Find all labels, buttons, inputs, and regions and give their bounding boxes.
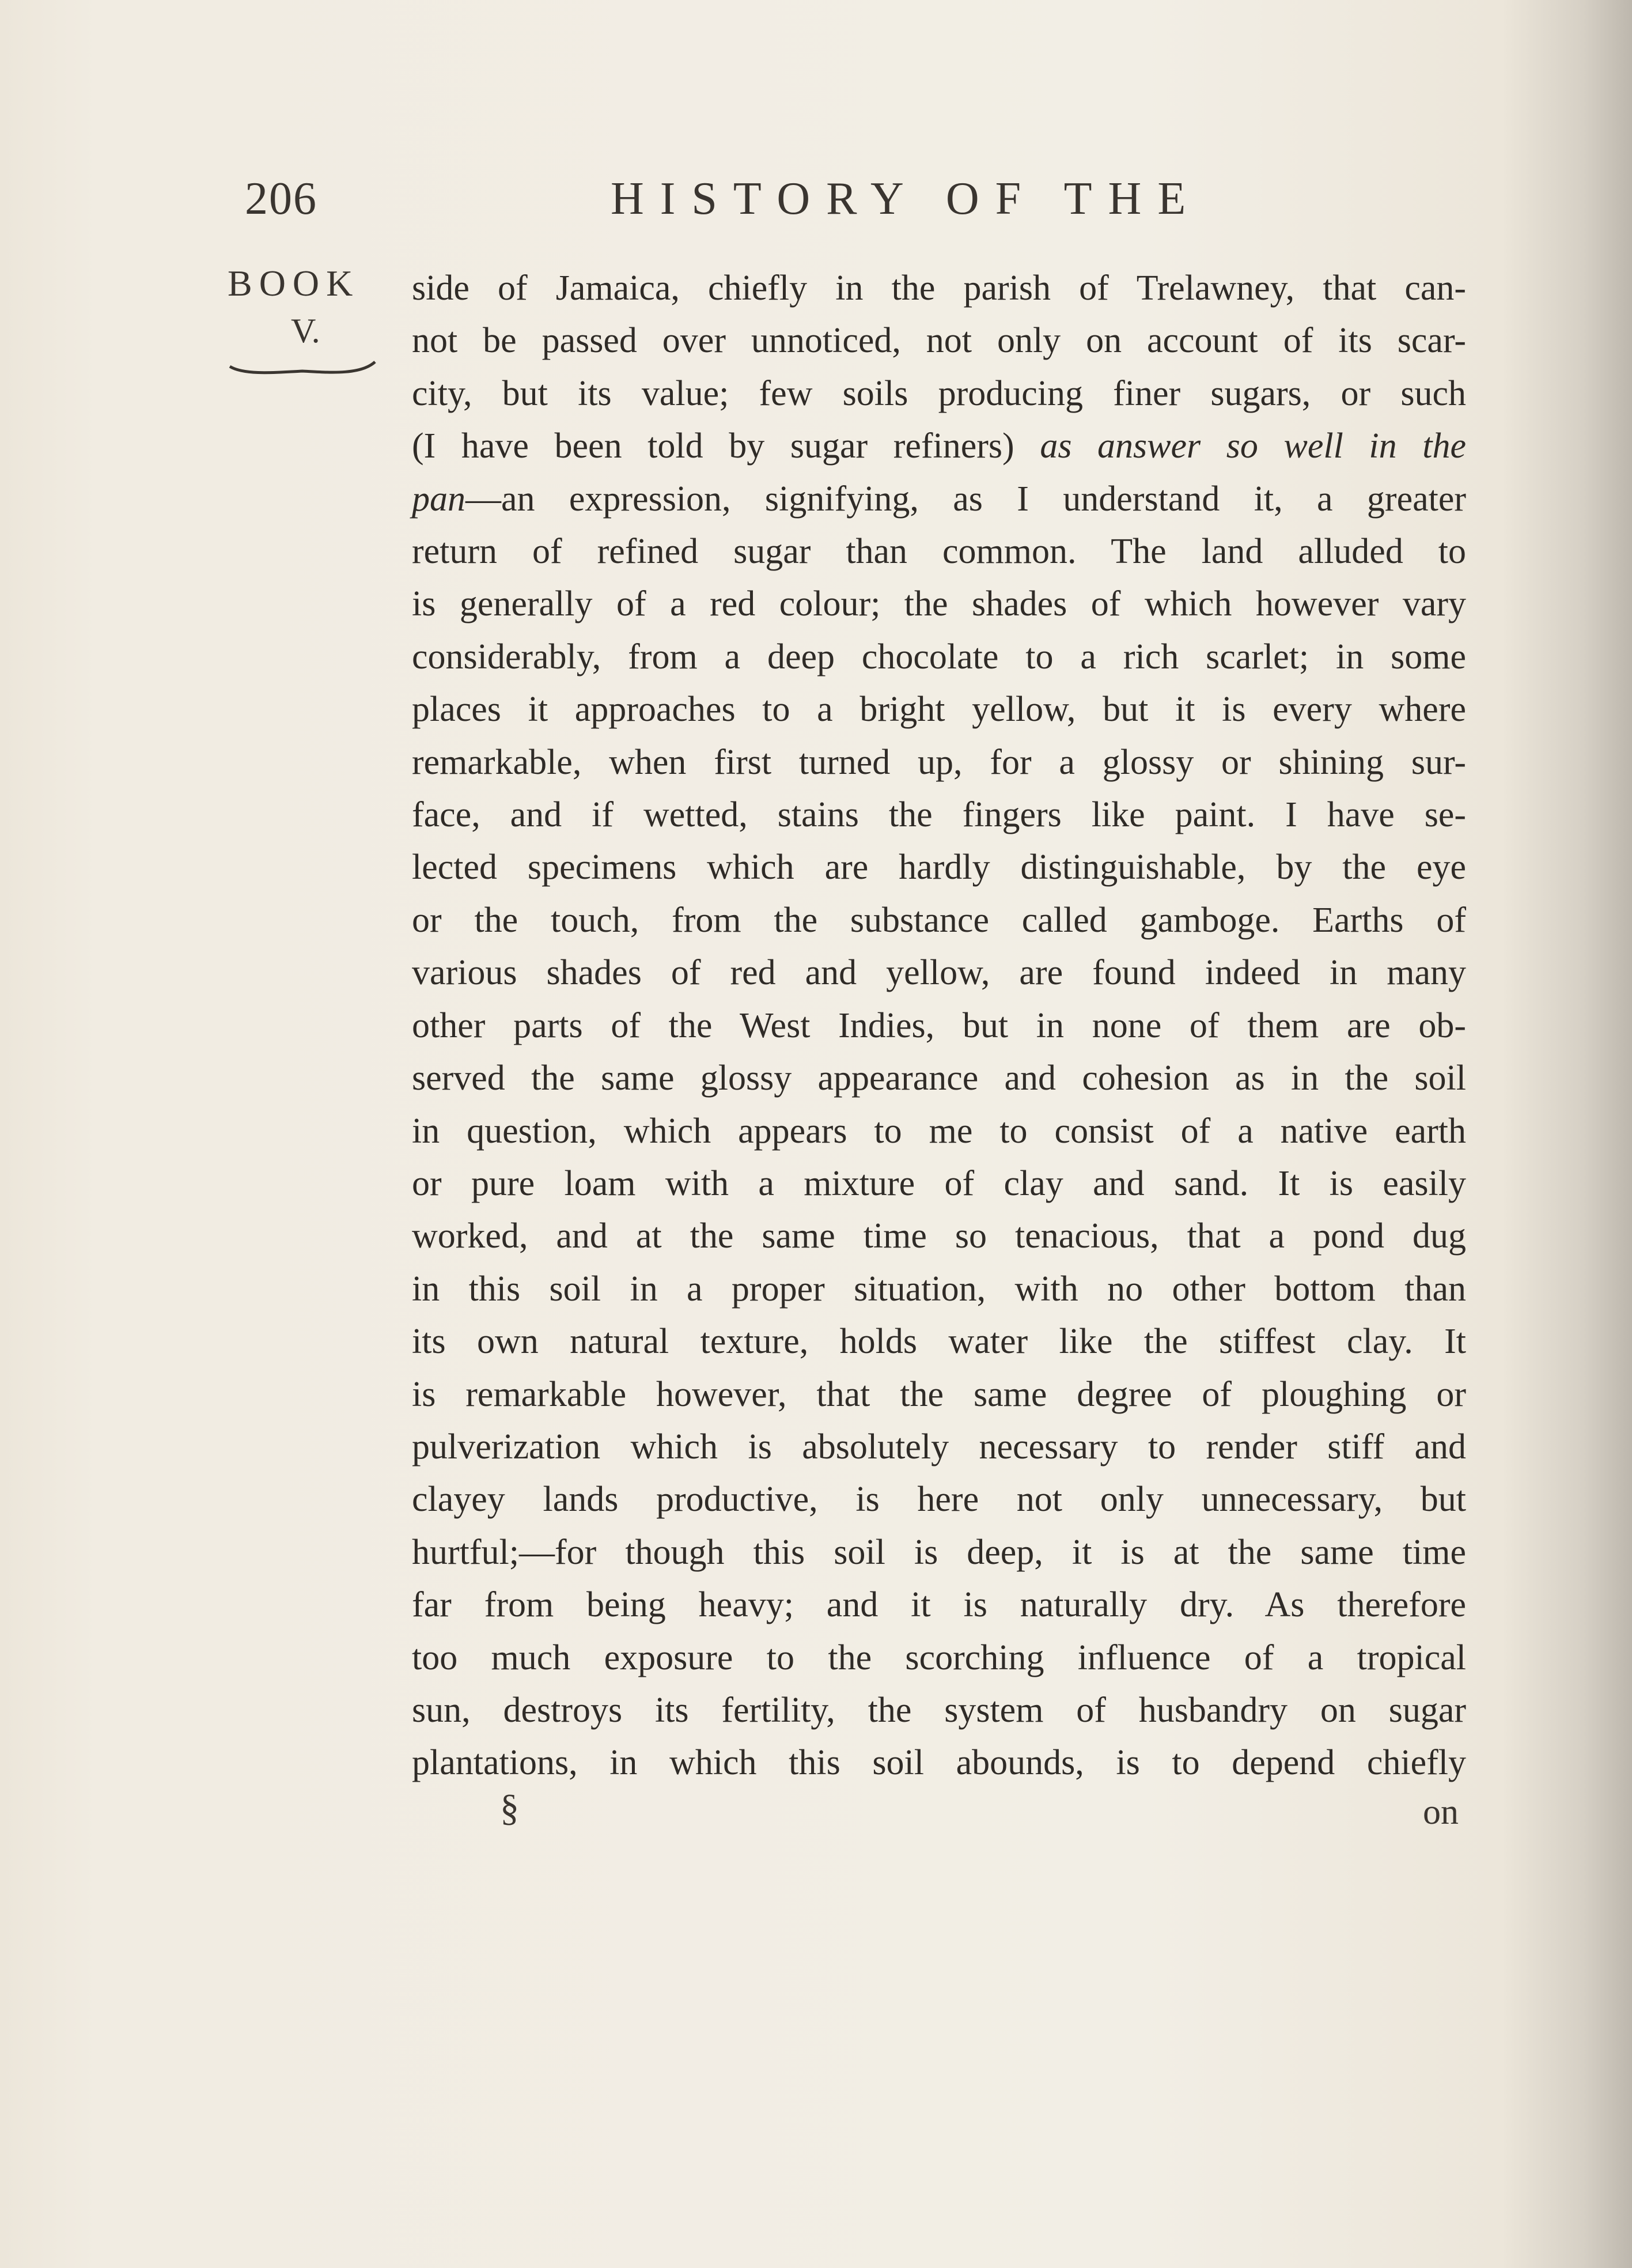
- italic-phrase: as answer so well in the: [1040, 426, 1466, 466]
- text-line: face, and if wetted, stains the fingers like paint. I have se-: [412, 795, 1466, 835]
- text-line: places it approaches to a bright yellow, but it is every where: [412, 690, 1466, 729]
- italic-phrase: pan: [412, 479, 465, 519]
- margin-book-number: V.: [291, 312, 320, 350]
- body-text: [412, 262, 1466, 1790]
- text-line: return of refined sugar than common. The land alluded to: [412, 532, 1466, 572]
- text-line: worked, and at the same time so tenacious, that a pond dug: [412, 1216, 1466, 1256]
- page-number: 206: [245, 173, 317, 224]
- catchword: on: [1423, 1793, 1459, 1832]
- text-line: considerably, from a deep chocolate to a rich scarlet; in some: [412, 637, 1466, 676]
- text-line: city, but its value; few soils producing finer sugars, or such: [412, 373, 1466, 413]
- text-line: served the same glossy appearance and cohesion as in the soil: [412, 1059, 1466, 1098]
- text-line: is generally of a red colour; the shades of which however vary: [412, 584, 1466, 624]
- text-line: not be passed over unnoticed, not only on account of its scar-: [412, 321, 1466, 361]
- text-line: remarkable, when first turned up, for a glossy or shining sur-: [412, 742, 1466, 782]
- text-line: other parts of the West Indies, but in none of them are ob-: [412, 1006, 1466, 1045]
- text-line: sun, destroys its fertility, the system of husbandry on sugar: [412, 1690, 1466, 1730]
- text-line: in this soil in a proper situation, with no other bottom than: [412, 1269, 1466, 1309]
- signature-mark: §: [500, 1787, 519, 1829]
- text-line: [412, 473, 1466, 526]
- text-line: clayey lands productive, is here not only unnecessary, but: [412, 1480, 1466, 1519]
- text-line: or pure loam with a mixture of clay and sand. It is easily: [412, 1163, 1466, 1203]
- text-line: side of Jamaica, chiefly in the parish of Trelawney, that can-: [412, 269, 1466, 308]
- text-line: plantations, in which this soil abounds, is to depend chiefly: [412, 1743, 1466, 1783]
- running-head: HISTORY OF THE: [611, 173, 1202, 224]
- text-line: pulverization which is absolutely necessary to render stiff and: [412, 1427, 1466, 1466]
- text-line: hurtful;—for though this soil is deep, it is at the same time: [412, 1532, 1466, 1572]
- text-line: its own natural texture, holds water like the stiffest clay. It: [412, 1322, 1466, 1362]
- margin-book-label: BOOK: [228, 263, 360, 304]
- text-line-segment: (I have been told by sugar refiners): [412, 426, 1040, 466]
- text-line: is remarkable however, that the same degree of ploughing or: [412, 1374, 1466, 1414]
- text-line: various shades of red and yellow, are found indeed in many: [412, 953, 1466, 993]
- text-line-segment: —an expression, signifying, as I understand it, a greater: [465, 479, 1466, 519]
- text-line: too much exposure to the scorching influence of a tropical: [412, 1638, 1466, 1677]
- text-line: [412, 420, 1466, 472]
- text-line: far from being heavy; and it is naturally dry. As therefore: [412, 1585, 1466, 1625]
- margin-bracket-rule: [228, 358, 377, 381]
- text-line: or the touch, from the substance called gamboge. Earths of: [412, 900, 1466, 940]
- text-line: lected specimens which are hardly distinguishable, by the eye: [412, 848, 1466, 887]
- text-line: in question, which appears to me to consist of a native earth: [412, 1111, 1466, 1151]
